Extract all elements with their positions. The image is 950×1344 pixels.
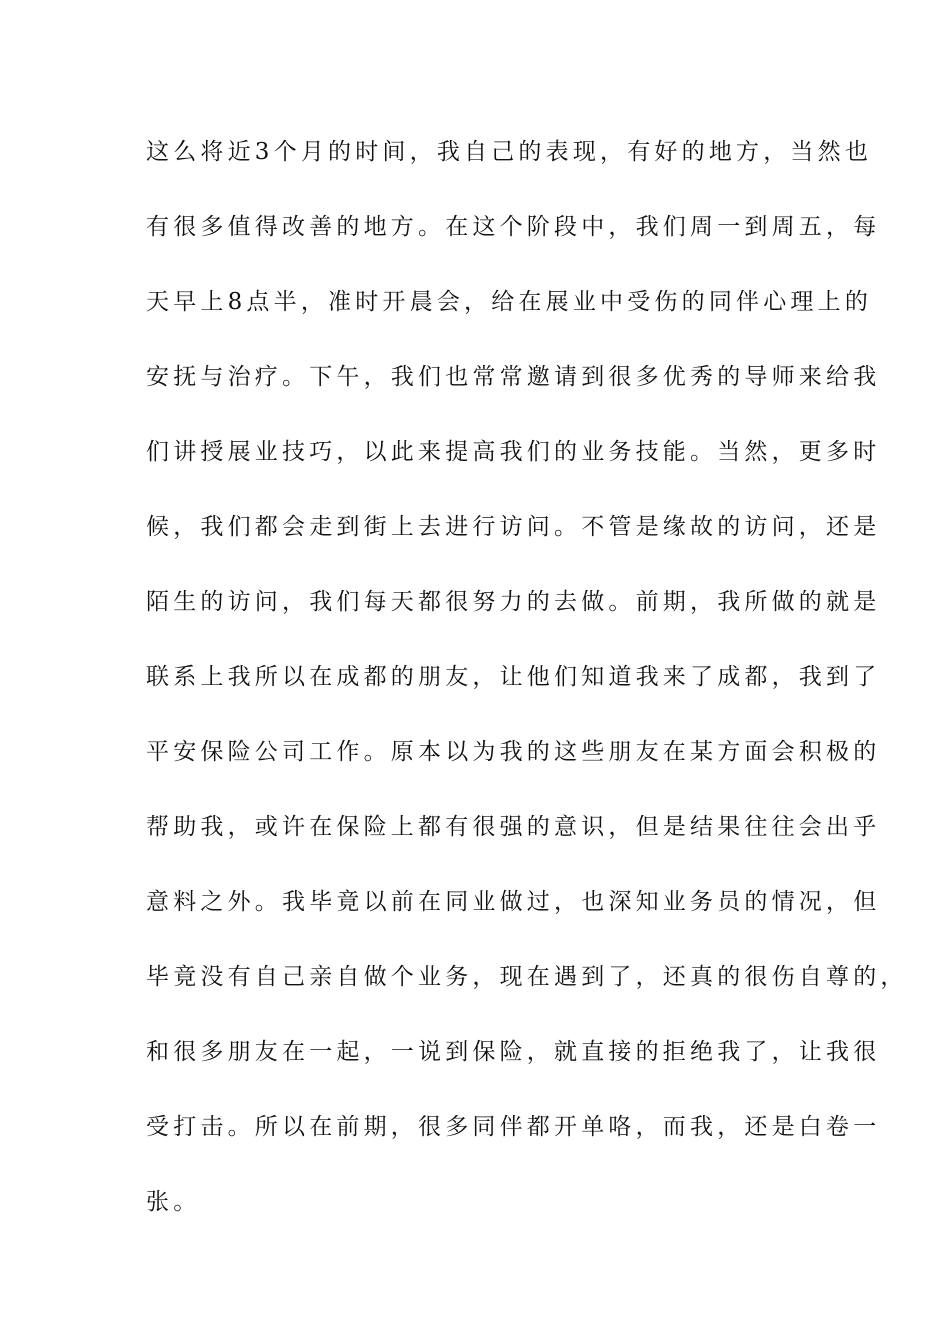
text-line: 帮助我，或许在保险上都有很强的意识，但是结果往往会出乎 [146,814,881,840]
text-line: 平安保险公司工作。原本以为我的这些朋友在某方面会积极的 [146,739,881,765]
text-line: 张。 [146,1189,201,1215]
text-line: 陌生的访问，我们每天都很努力的去做。前期，我所做的就是 [146,589,881,615]
text-line: 这么将近3个月的时间，我自己的表现，有好的地方，当然也 [146,139,873,165]
text-line: 天早上8点半，准时开晨会，给在展业中受伤的同伴心理上的 [146,289,873,315]
text-line: 候，我们都会走到街上去进行访问。不管是缘故的访问，还是 [146,514,881,540]
text-line: 和很多朋友在一起，一说到保险，就直接的拒绝我了，让我很 [146,1039,881,1065]
text-line: 安抚与治疗。下午，我们也常常邀请到很多优秀的导师来给我 [146,364,881,390]
text-line: 们讲授展业技巧，以此来提高我们的业务技能。当然，更多时 [146,439,881,465]
body-paragraph [146,130,908,1255]
text-line: 有很多值得改善的地方。在这个阶段中，我们周一到周五，每 [146,214,881,240]
text-line: 毕竟没有自己亲自做个业务，现在遇到了，还真的很伤自尊的， [146,964,908,990]
text-line: 意料之外。我毕竟以前在同业做过，也深知业务员的情况，但 [146,889,881,915]
text-line: 联系上我所以在成都的朋友，让他们知道我来了成都，我到了 [146,664,881,690]
text-line: 受打击。所以在前期，很多同伴都开单咯，而我，还是白卷一 [146,1114,881,1140]
